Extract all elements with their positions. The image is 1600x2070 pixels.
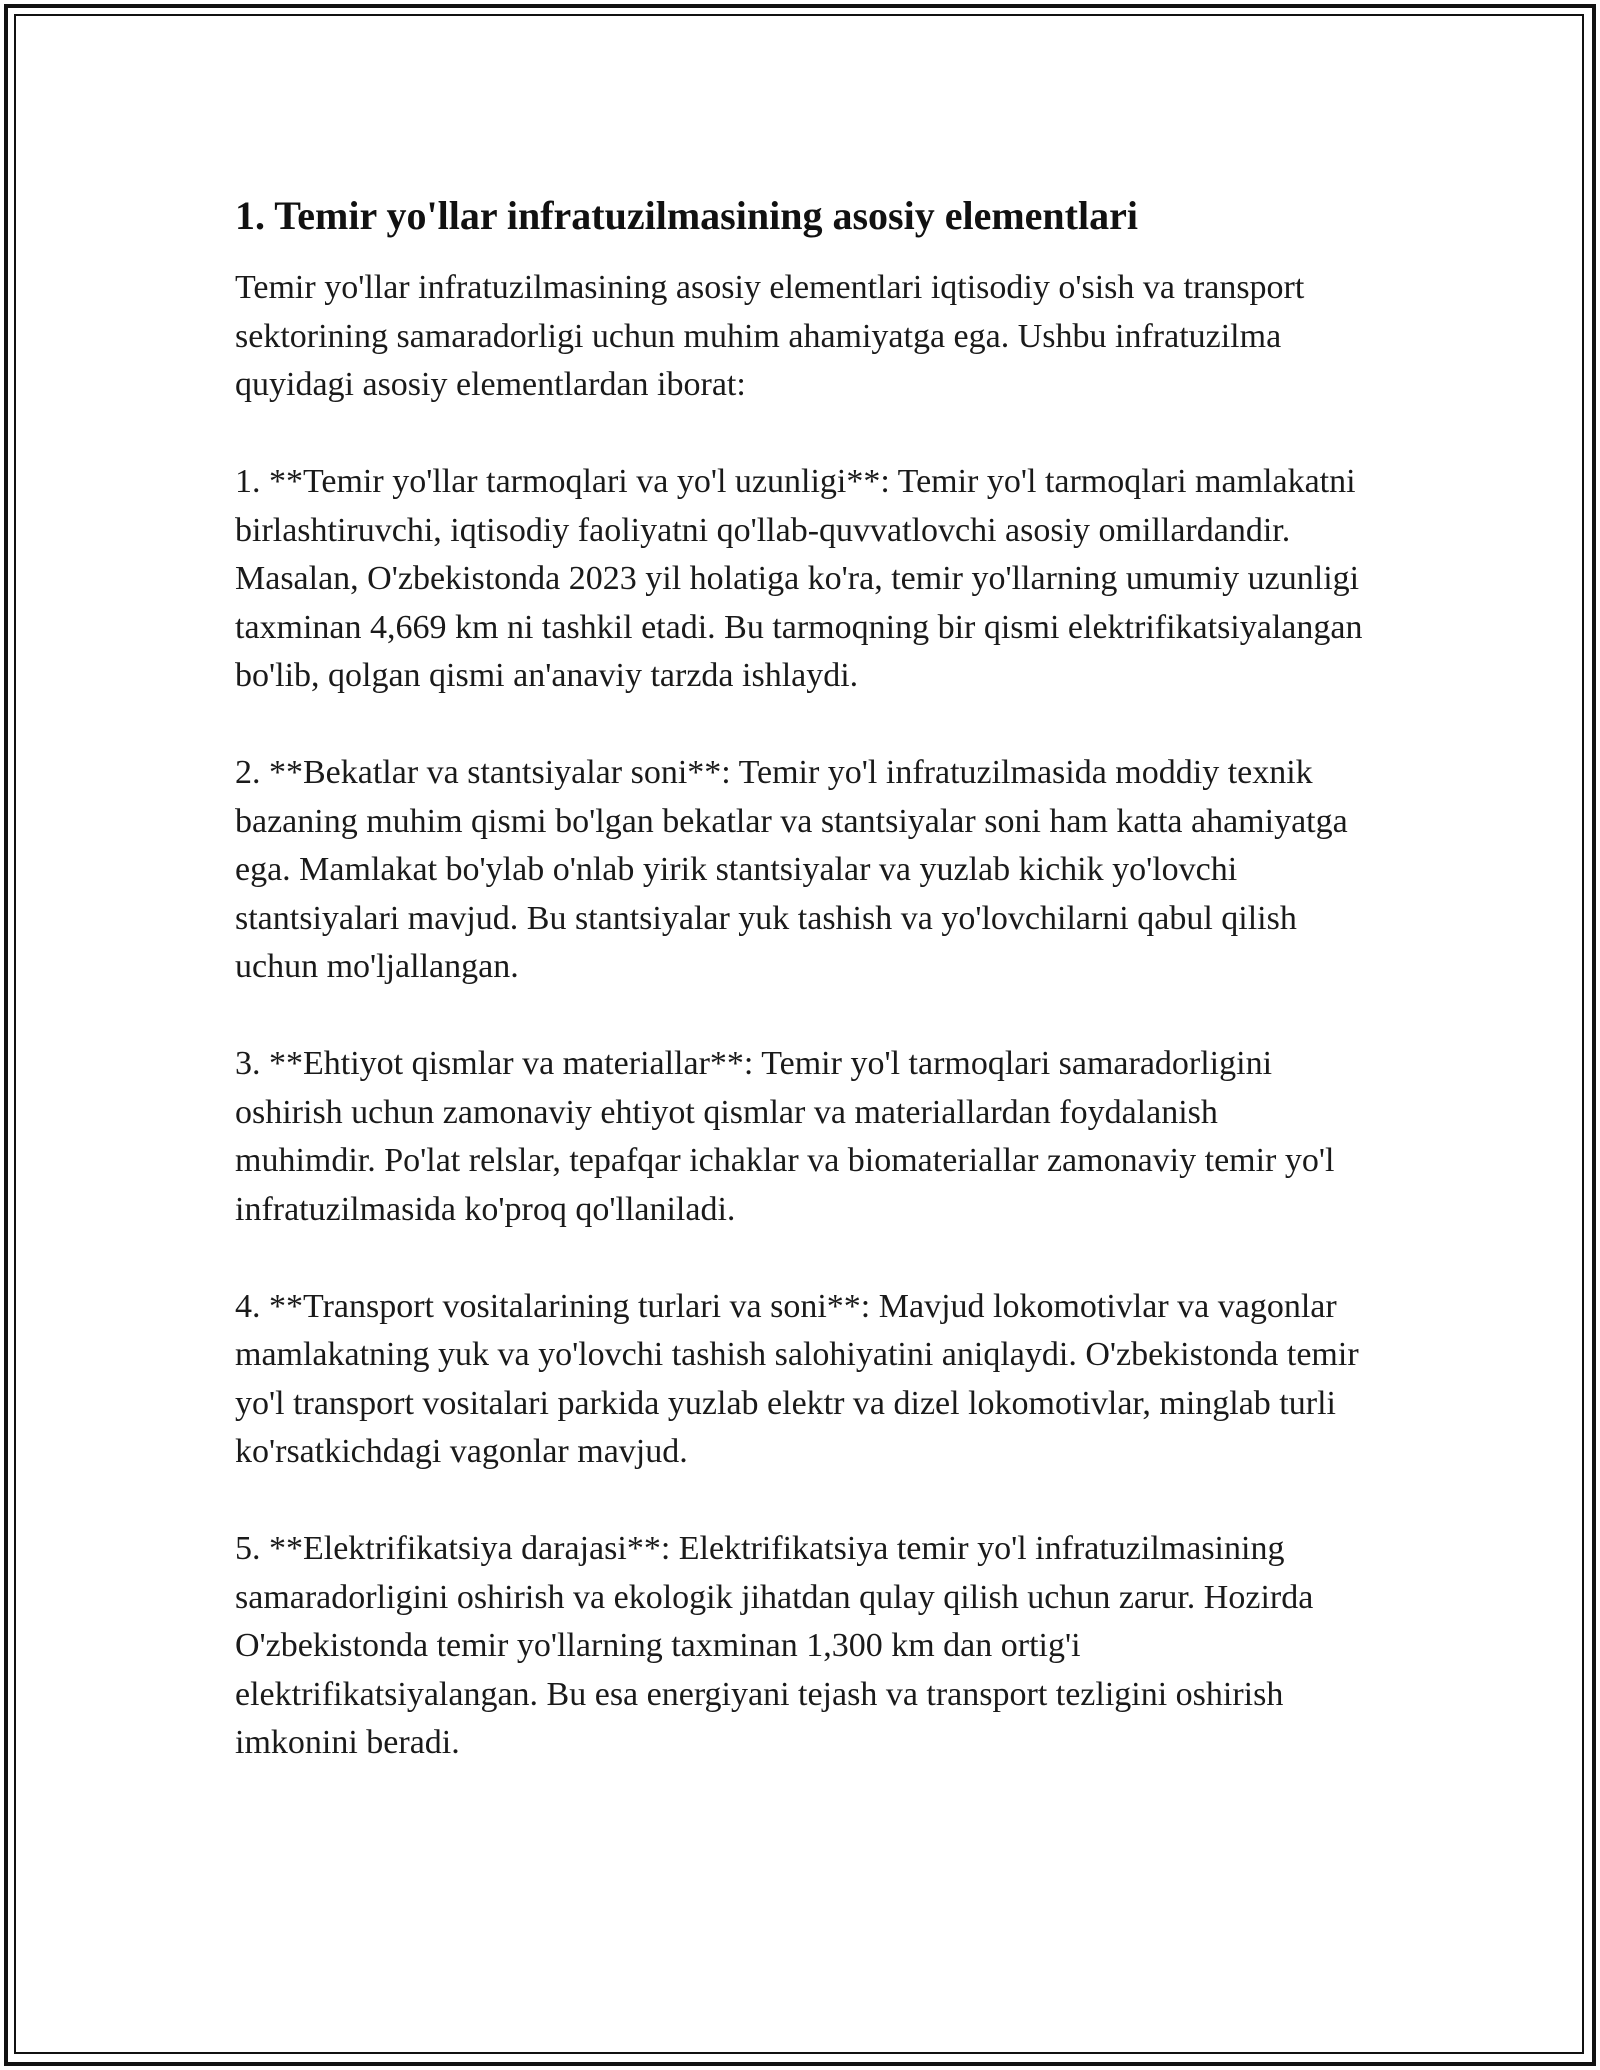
item-electrification: 5. **Elektrifikatsiya darajasi**: Elektrifikatsiya temir yo'l infratuzilmasining samaradorligini oshirish va ekologik jihatdan qulay qilish uchun zarur. Hozirda O'zbekistonda temir yo'llarning taxminan 1,300 km dan ortig'i elektrifikatsiyalangan. Bu esa energiyani tejash va transport tezligini oshirish imkonini beradi.: [235, 1530, 1314, 1761]
document-body: [235, 188, 1365, 1768]
item-spare-parts: 3. **Ehtiyot qismlar va materiallar**: Temir yo'l tarmoqlari samaradorligini oshirish uchun zamonaviy ehtiyot qismlar va materiallardan foydalanish muhimdir. Po'lat relslar, tepafqar ichaklar va biomateriallar zamonaviy temir yo'l infratuzilmasida ko'proq qo'llaniladi.: [235, 1045, 1335, 1228]
item-vehicles: 4. **Transport vositalarining turlari va soni**: Mavjud lokomotivlar va vagonlar mamlakatning yuk va yo'lovchi tashish salohiyatini aniqlaydi. O'zbekistonda temir yo'l transport vositalari parkida yuzlab elektr va dizel lokomotivlar, minglab turli ko'rsatkichdagi vagonlar mavjud.: [235, 1287, 1359, 1470]
intro-paragraph: Temir yo'llar infratuzilmasining asosiy elementlari iqtisodiy o'sish va transport sektorining samaradorligi uchun muhim ahamiyatga ega. Ushbu infratuzilma quyidagi asosiy elementlardan iborat:: [235, 269, 1305, 403]
item-railway-networks: 1. **Temir yo'llar tarmoqlari va yo'l uzunligi**: Temir yo'l tarmoqlari mamlakatni birlashtiruvchi, iqtisodiy faoliyatni qo'llab-quvvatlovchi asosiy omillardandir. Masalan, O'zbekistonda 2023 yil holatiga ko'ra, temir yo'llarning umumiy uzunligi taxminan 4,669 km ni tashkil etadi. Bu tarmoqning bir qismi elektrifikatsiyalangan bo'lib, qolgan qismi an'anaviy tarzda ishlaydi.: [235, 463, 1363, 694]
section-heading: 1. Temir yo'llar infratuzilmasining asosiy elementlari: [235, 193, 1138, 238]
item-stations: 2. **Bekatlar va stantsiyalar soni**: Temir yo'l infratuzilmasida moddiy texnik bazaning muhim qismi bo'lgan bekatlar va stantsiyalar soni ham katta ahamiyatga ega. Mamlakat bo'ylab o'nlab yirik stantsiyalar va yuzlab kichik yo'lovchi stantsiyalari mavjud. Bu stantsiyalar yuk tashish va yo'lovchilarni qabul qilish uchun mo'ljallangan.: [235, 754, 1348, 985]
